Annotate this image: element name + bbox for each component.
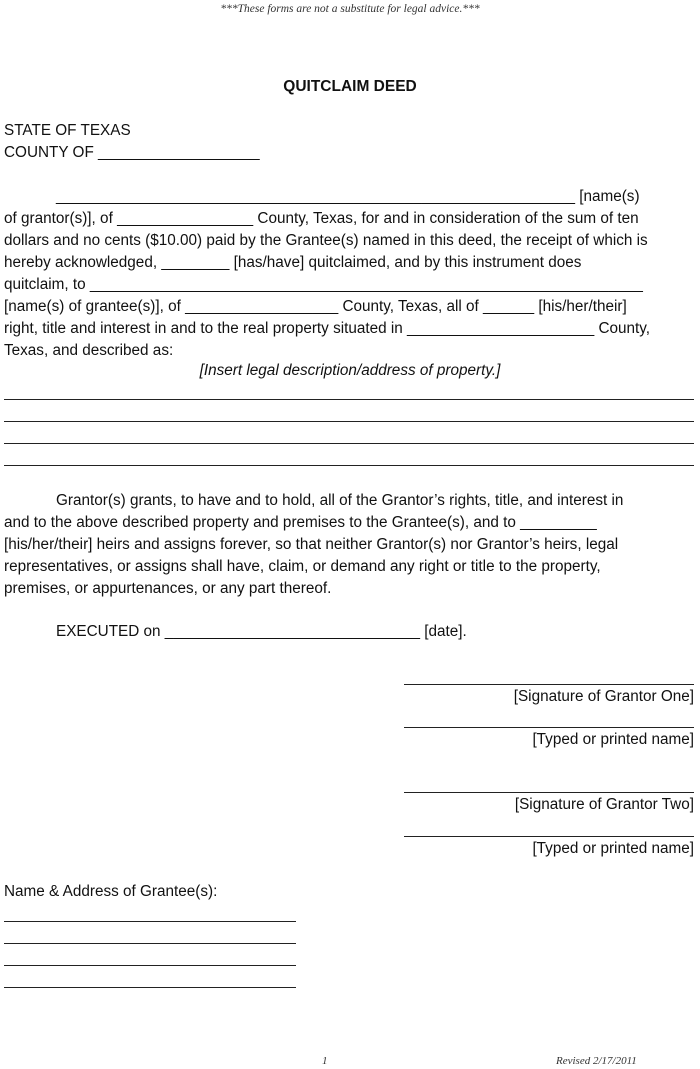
- grantor-one-name-label: [Typed or printed name]: [532, 731, 694, 748]
- grantee-address-line-1: [4, 921, 296, 922]
- grantor-one-signature-line: [404, 684, 694, 685]
- grantor-two-name-label: [Typed or printed name]: [532, 840, 694, 857]
- conveyance-line-3: dollars and no cents ($10.00) paid by the Grantee(s) named in this deed, the receipt of which is: [4, 232, 648, 249]
- grantor-two-name-line: [404, 836, 694, 837]
- legal-advice-notice: ***These forms are not a substitute for legal advice.***: [220, 3, 480, 15]
- legal-description-line-3: [4, 443, 694, 444]
- legal-description-line-1: [4, 399, 694, 400]
- grantor-two-signature-line: [404, 792, 694, 793]
- habendum-line-3: [his/her/their] heirs and assigns forever, so that neither Grantor(s) nor Grantor’s heirs, legal: [4, 536, 619, 553]
- conveyance-line-1: _____________________________________________________________ [name(s): [56, 188, 640, 205]
- habendum-line-5: premises, or appurtenances, or any part thereof.: [4, 580, 332, 597]
- habendum-line-2: and to the above described property and premises to the Grantee(s), and to _________: [4, 514, 597, 531]
- grantor-one-signature-label: [Signature of Grantor One]: [513, 688, 694, 705]
- state-line: STATE OF TEXAS: [4, 122, 131, 139]
- grantor-one-name-line: [404, 727, 694, 728]
- habendum-line-4: representatives, or assigns shall have, claim, or demand any right or title to the property,: [4, 558, 601, 575]
- executed-date-line: EXECUTED on ______________________________ [date].: [56, 623, 467, 640]
- conveyance-line-8: Texas, and described as:: [4, 342, 174, 359]
- conveyance-line-2: of grantor(s)], of ________________ County, Texas, for and in consideration of the sum of ten: [4, 210, 639, 227]
- grantee-address-line-2: [4, 943, 296, 944]
- page-number: 1: [322, 1055, 328, 1067]
- document-title: QUITCLAIM DEED: [283, 78, 417, 95]
- legal-description-placeholder: [Insert legal description/address of property.]: [199, 362, 501, 379]
- conveyance-line-5: quitclaim, to _________________________________________________________________: [4, 276, 643, 293]
- legal-description-line-4: [4, 465, 694, 466]
- grantee-address-line-4: [4, 987, 296, 988]
- grantor-two-signature-label: [Signature of Grantor Two]: [514, 796, 694, 813]
- conveyance-line-7: right, title and interest in and to the real property situated in ______________________ County,: [4, 320, 651, 337]
- county-line: COUNTY OF ___________________: [4, 144, 260, 161]
- habendum-line-1: Grantor(s) grants, to have and to hold, all of the Grantor’s rights, title, and interest in: [56, 492, 624, 509]
- grantee-address-label: Name & Address of Grantee(s):: [4, 883, 218, 900]
- legal-description-line-2: [4, 421, 694, 422]
- revision-date: Revised 2/17/2011: [556, 1055, 637, 1067]
- conveyance-line-6: [name(s) of grantee(s)], of __________________ County, Texas, all of ______ [his/her/their]: [4, 298, 627, 315]
- grantee-address-line-3: [4, 965, 296, 966]
- conveyance-line-4: hereby acknowledged, ________ [has/have] quitclaimed, and by this instrument does: [4, 254, 582, 271]
